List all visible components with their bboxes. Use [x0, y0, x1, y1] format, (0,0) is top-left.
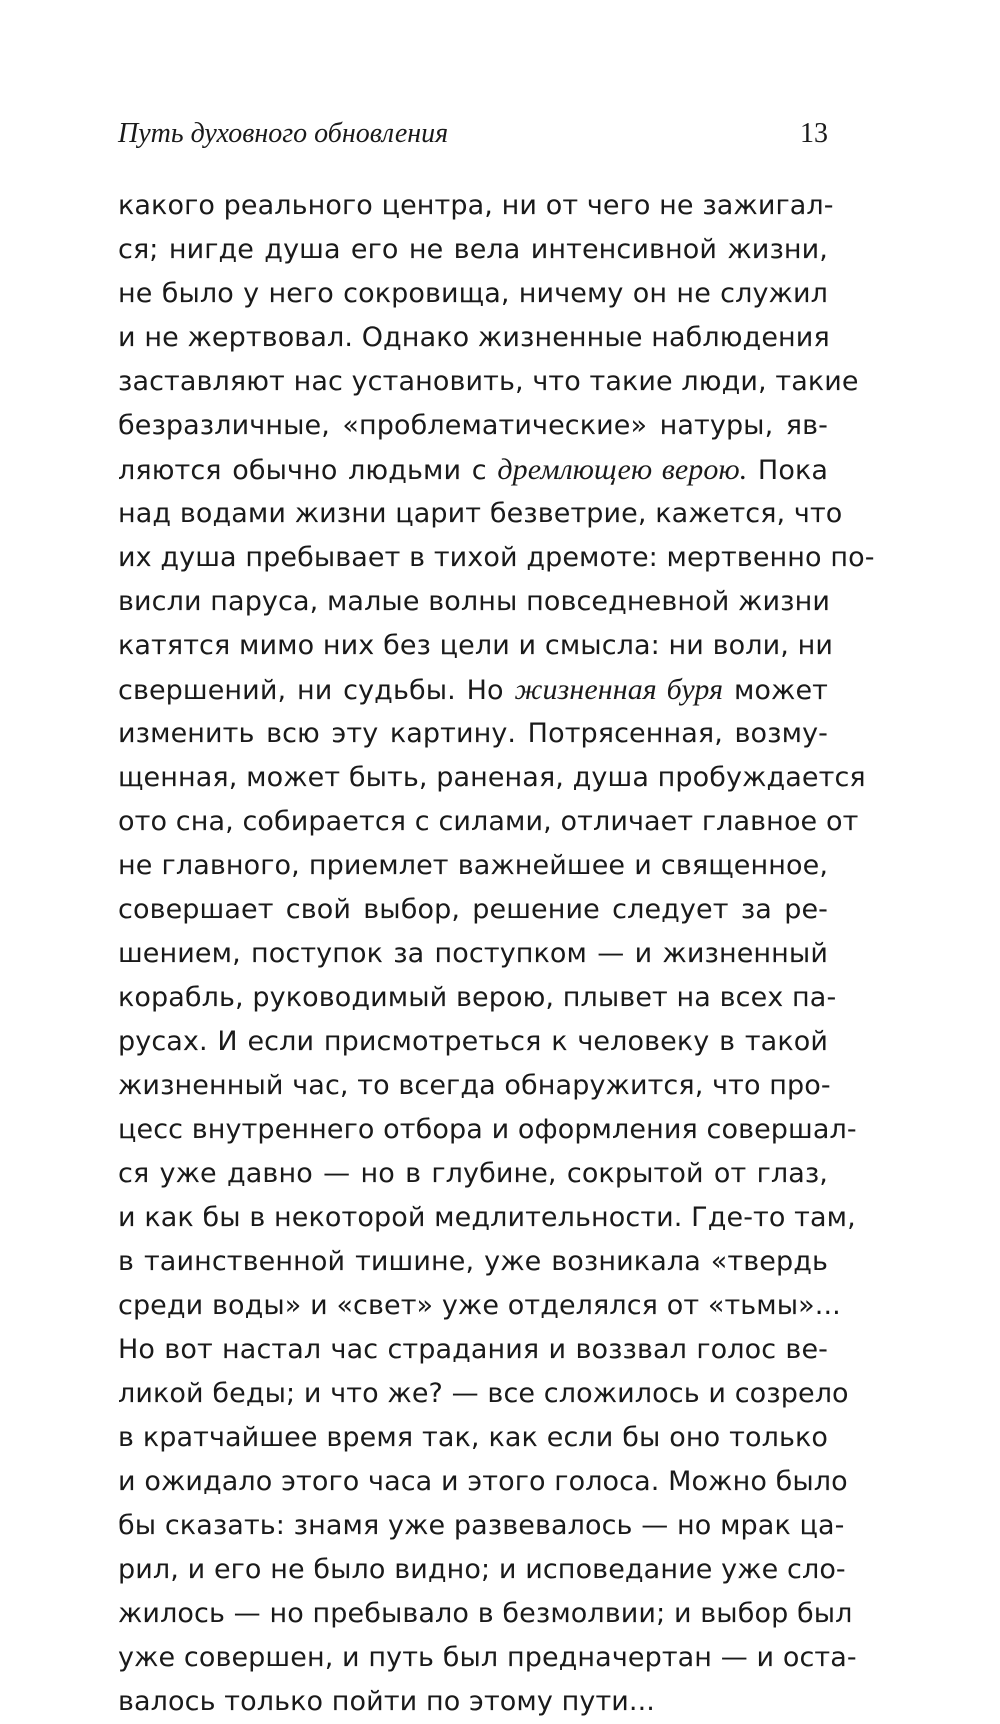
- text-line: уже совершен, и путь был предначертан — и оста-: [118, 1642, 857, 1673]
- text-line: и не жертвовал. Однако жизненные наблюдения: [118, 322, 830, 353]
- text-line: ся; нигде душа его не вела интенсивной жизни,: [118, 234, 828, 265]
- text-line: щенная, может быть, раненая, душа пробуждается: [118, 762, 866, 793]
- text-line: шением, поступок за поступком — и жизненный: [118, 938, 828, 969]
- text-line: жизненный час, то всегда обнаружится, что про-: [118, 1070, 831, 1101]
- text-line: заставляют нас установить, что такие люди, такие: [118, 366, 859, 397]
- text-line: какого реального центра, ни от чего не зажигал-: [118, 190, 834, 221]
- text-line: висли паруса, малые волны повседневной жизни: [118, 586, 831, 617]
- body-text: [118, 184, 875, 1724]
- running-title: Путь духовного обновления: [118, 118, 449, 149]
- text-line: валось только пойти по этому пути...: [118, 1686, 655, 1717]
- italic-emphasis: дремлющею верою.: [497, 453, 748, 486]
- text-line: в таинственной тишине, уже возникала «твердь: [118, 1246, 828, 1277]
- text-line: над водами жизни царит безветрие, кажется, что: [118, 498, 843, 529]
- text-line: в кратчайшее время так, как если бы оно только: [118, 1422, 828, 1453]
- text-segment: Пока: [747, 455, 828, 486]
- page-number: 13: [800, 118, 828, 149]
- text-line: жилось — но пребывало в безмолвии; и выбор был: [118, 1598, 853, 1629]
- text-line: безразличные, «проблематические» натуры, яв-: [118, 410, 828, 441]
- text-line: цесс внутреннего отбора и оформления совершал-: [118, 1114, 857, 1145]
- text-line: их душа пребывает в тихой дремоте: мертвенно по-: [118, 542, 875, 573]
- text-line: ся уже давно — но в глубине, сокрытой от глаз,: [118, 1158, 828, 1189]
- text-line: ото сна, собирается с силами, отличает главное от: [118, 806, 859, 837]
- text-line: бы сказать: знамя уже развевалось — но мрак ца-: [118, 1510, 845, 1541]
- text-segment: ляются обычно людьми с: [118, 455, 498, 486]
- text-line: совершает свой выбор, решение следует за ре-: [118, 894, 828, 925]
- text-line: корабль, руководимый верою, плывет на всех па-: [118, 982, 837, 1013]
- text-line: русах. И если присмотреться к человеку в такой: [118, 1026, 828, 1057]
- text-line: не главного, приемлет важнейшее и священное,: [118, 850, 828, 881]
- text-line: рил, и его не было видно; и исповедание уже сло-: [118, 1554, 846, 1585]
- running-header: [118, 118, 828, 160]
- text-line: катятся мимо них без цели и смысла: ни воли, ни: [118, 630, 834, 661]
- text-line: [118, 448, 828, 492]
- text-line: изменить всю эту картину. Потрясенная, возму-: [118, 718, 828, 749]
- text-line: не было у него сокровища, ничему он не служил: [118, 278, 828, 309]
- italic-emphasis: жизненная буря: [514, 673, 724, 706]
- text-line: Но вот настал час страдания и воззвал голос ве-: [118, 1334, 828, 1365]
- text-line: и ожидало этого часа и этого голоса. Можно было: [118, 1466, 848, 1497]
- text-segment: свершений, ни судьбы. Но: [118, 675, 515, 706]
- text-line: среди воды» и «свет» уже отделялся от «тьмы»...: [118, 1290, 841, 1321]
- text-line: ликой беды; и что же? — все сложилось и созрело: [118, 1378, 849, 1409]
- text-segment: может: [723, 675, 828, 706]
- text-line: [118, 668, 828, 712]
- text-line: и как бы в некоторой медлительности. Где-то там,: [118, 1202, 856, 1233]
